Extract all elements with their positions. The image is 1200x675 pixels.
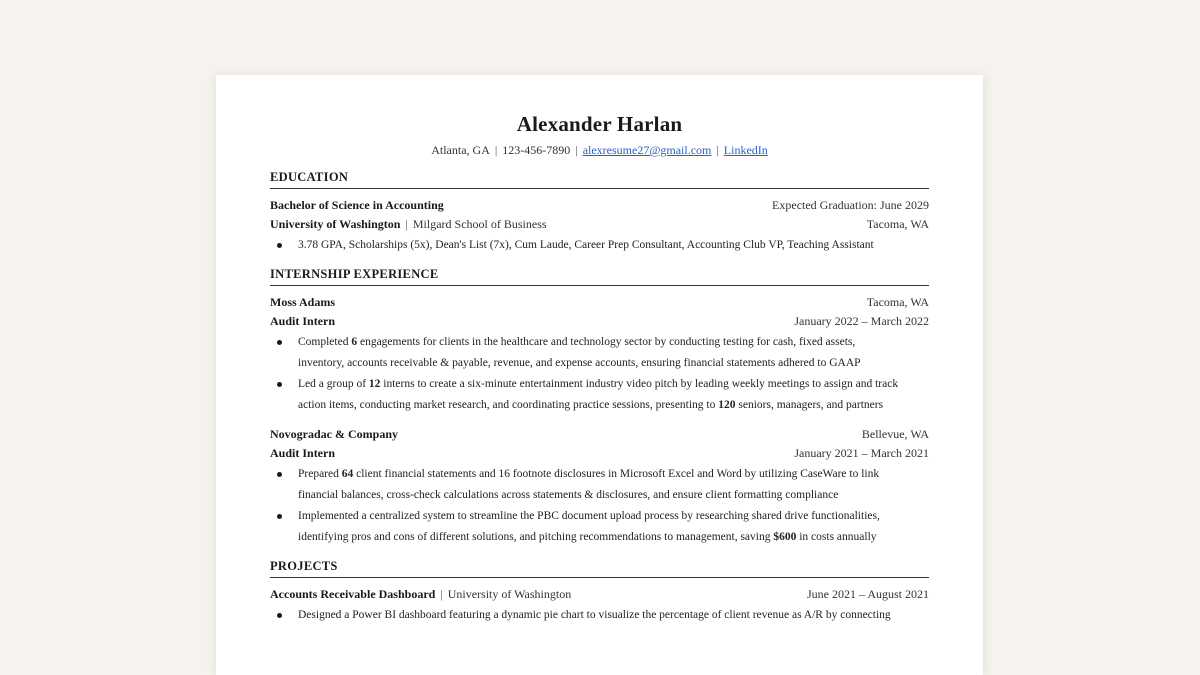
job-role-row	[270, 313, 929, 329]
metric: 12	[368, 378, 381, 390]
text-run: Completed	[298, 336, 352, 348]
separator: |	[440, 587, 443, 601]
school-name: University of Washington	[270, 217, 401, 231]
section-title-education: EDUCATION	[270, 170, 929, 189]
list-item	[270, 374, 929, 416]
linkedin-link[interactable]: LinkedIn	[723, 143, 768, 157]
project-dates: June 2021 – August 2021	[806, 587, 929, 601]
list-item	[270, 464, 929, 506]
degree: Bachelor of Science in Accounting	[270, 198, 444, 212]
graduation-date: Expected Graduation: June 2029	[772, 198, 929, 212]
metric: 64	[341, 468, 354, 480]
contact-location: Atlanta, GA	[431, 143, 490, 157]
text-run: interns to create a six-minute entertainment industry video pitch by leading weekly meetings to assign and track	[380, 378, 899, 390]
company-name: Novogradac & Company	[270, 427, 398, 441]
metric: $600	[773, 531, 797, 543]
project-bullets	[270, 605, 929, 626]
job-company-row	[270, 426, 929, 442]
job-dates: January 2021 – March 2021	[794, 446, 929, 460]
text-run: Implemented a centralized system to streamline the PBC document upload process by researching shared drive functionalities,	[298, 510, 880, 522]
contact-phone: 123-456-7890	[502, 143, 571, 157]
list-item: 3.78 GPA, Scholarships (5x), Dean's List (7x), Cum Laude, Career Prep Consultant, Accounting Club VP, Teaching Assistant	[270, 235, 929, 256]
section-title-projects: PROJECTS	[270, 559, 929, 578]
text-run: financial balances, cross-check calculations across statements & disclosures, and ensure client formatting compliance	[298, 489, 839, 501]
resume-name: Alexander Harlan	[516, 112, 683, 136]
job-dates: January 2022 – March 2022	[794, 314, 929, 328]
contact-line	[270, 142, 929, 158]
school-sub: Milgard School of Business	[412, 217, 547, 231]
text-run: identifying pros and cons of different solutions, and pitching recommendations to management, saving	[298, 531, 774, 543]
education-school-row	[270, 216, 929, 232]
separator: |	[494, 143, 498, 157]
metric: 120	[718, 399, 736, 411]
separator: |	[716, 143, 719, 157]
project-name: Accounts Receivable Dashboard	[270, 587, 436, 601]
school-location: Tacoma, WA	[866, 217, 929, 231]
resume-page	[216, 75, 983, 675]
job-location: Bellevue, WA	[861, 427, 929, 441]
education-bullets	[270, 235, 929, 256]
job-company-row	[270, 294, 929, 310]
project-row	[270, 586, 929, 602]
text-run: seniors, managers, and partners	[735, 399, 884, 411]
text-run: in costs annually	[796, 531, 877, 543]
job-role: Audit Intern	[270, 446, 336, 460]
text-run: inventory, accounts receivable & payable, revenue, and expense accounts, ensuring financial statements adhered to GAAP	[298, 357, 861, 369]
project-org: University of Washington	[447, 587, 572, 601]
list-item: Designed a Power BI dashboard featuring a dynamic pie chart to visualize the percentage of client revenue as A/R by connecting	[270, 605, 929, 626]
separator: |	[405, 217, 408, 231]
email-link[interactable]: alexresume27@gmail.com	[582, 143, 712, 157]
separator: |	[575, 143, 578, 157]
education-degree-row	[270, 197, 929, 213]
text-run: engagements for clients in the healthcare and technology sector by conducting testing for cash, fixed assets,	[357, 336, 856, 348]
text-run: Prepared	[298, 468, 342, 480]
job-role-row	[270, 445, 929, 461]
job-bullets	[270, 332, 929, 416]
text-run: client financial statements and 16 footnote disclosures in Microsoft Excel and Word by utilizing CaseWare to link	[353, 468, 880, 480]
text-run: action items, conducting market research, and coordinating practice sessions, presenting to	[298, 399, 719, 411]
metric: 6	[351, 336, 358, 348]
text-run: Led a group of	[298, 378, 369, 390]
job-location: Tacoma, WA	[866, 295, 929, 309]
company-name: Moss Adams	[270, 295, 336, 309]
list-item	[270, 506, 929, 548]
section-title-experience: INTERNSHIP EXPERIENCE	[270, 267, 929, 286]
job-role: Audit Intern	[270, 314, 336, 328]
job-bullets	[270, 464, 929, 548]
list-item	[270, 332, 929, 374]
